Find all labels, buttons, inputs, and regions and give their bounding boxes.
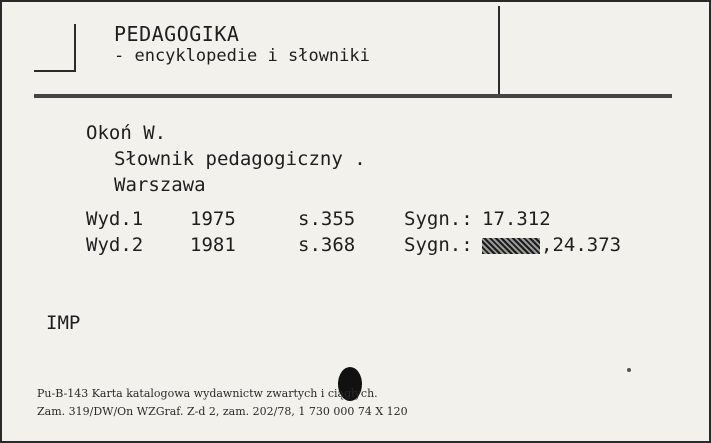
footer-form-id: Pu-B-143 Karta katalogowa wydawnictw zwartych i ciągłych.: [37, 387, 378, 400]
stamp-text: IMP: [46, 312, 81, 334]
ink-dot: [627, 368, 631, 372]
edition-1-call-number: 17.312: [482, 208, 551, 230]
subject-heading: PEDAGOGIKA: [114, 22, 240, 46]
subject-subheading: - encyklopedie i słowniki: [114, 46, 370, 66]
edition-2-call-label: Sygn.:: [404, 234, 473, 256]
edition-1-year: 1975: [190, 208, 236, 230]
edition-1-pages: s.355: [298, 208, 356, 230]
edition-1-call-label: Sygn.:: [404, 208, 473, 230]
edition-2-label: Wyd.2: [86, 234, 144, 256]
edition-1-label: Wyd.1: [86, 208, 144, 230]
edition-2-year: 1981: [190, 234, 236, 256]
author: Okoń W.: [86, 122, 167, 144]
publication-place: Warszawa: [114, 174, 206, 196]
book-title: Słownik pedagogiczny .: [114, 148, 366, 170]
crossed-out-mark: [482, 238, 540, 254]
header-divider: [498, 6, 500, 94]
footer-print-info: Zam. 319/DW/On WZGraf. Z-d 2, zam. 202/78, 1 730 000 74 X 120: [37, 405, 408, 418]
edition-2-call-number-cell: [482, 234, 621, 256]
edition-2-call-number: ,24.373: [541, 234, 622, 256]
corner-mark: [34, 70, 76, 72]
edition-2-pages: s.368: [298, 234, 356, 256]
corner-mark-vertical: [74, 24, 76, 72]
header-rule: [34, 94, 672, 98]
